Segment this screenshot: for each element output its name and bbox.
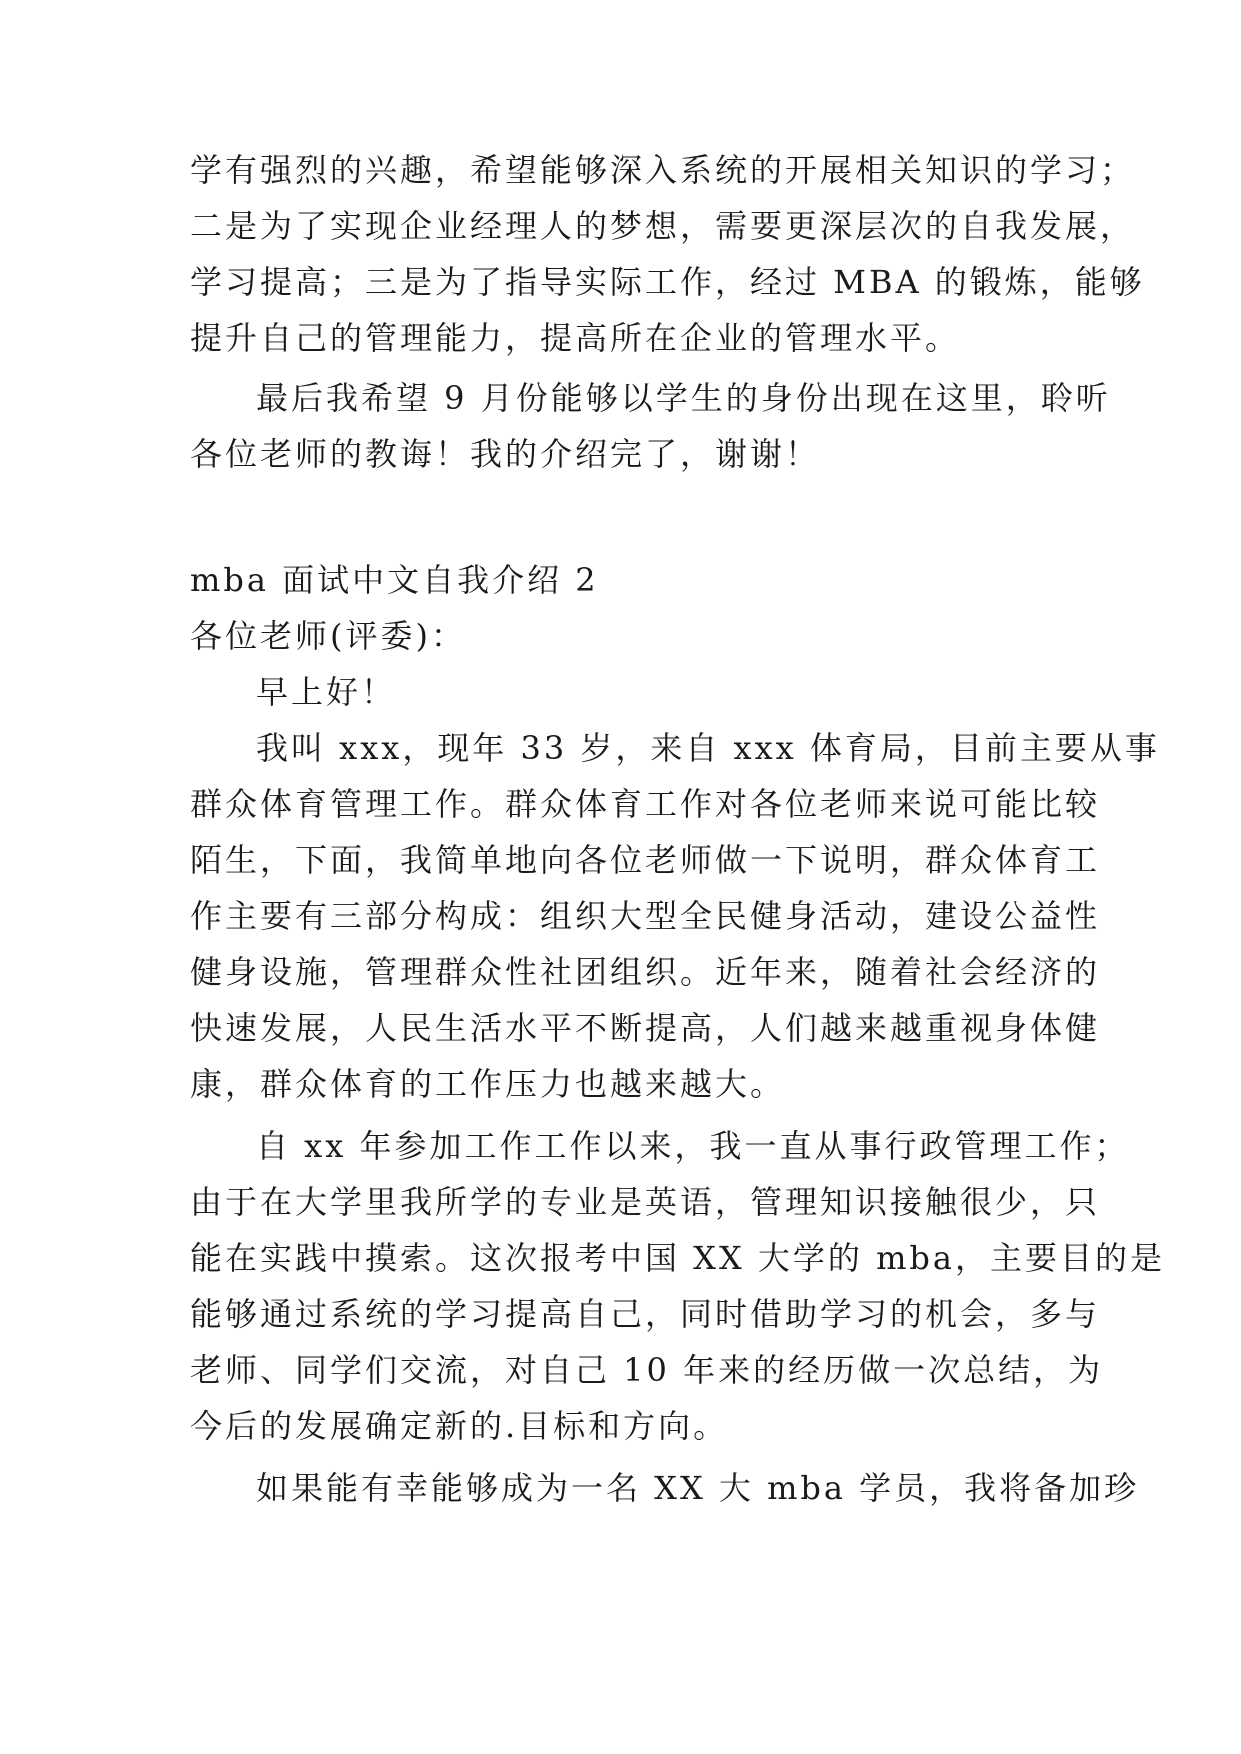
body-text-line: 康，群众体育的工作压力也越来越大。	[190, 1065, 786, 1103]
section-title: mba 面试中文自我介绍 2	[190, 561, 599, 599]
closing-text-line: 最后我希望 9 月份能够以学生的身份出现在这里，聆听	[256, 379, 1111, 417]
body-text-line: 群众体育管理工作。群众体育工作对各位老师来说可能比较	[190, 785, 1101, 823]
closing-text-line: 各位老师的教诲！我的介绍完了，谢谢！	[190, 435, 821, 473]
body-text-line: 如果能有幸能够成为一名 XX 大 mba 学员，我将备加珍	[256, 1469, 1140, 1507]
body-text-line: 老师、同学们交流，对自己 10 年来的经历做一次总结，为	[190, 1351, 1104, 1389]
body-text-line: 自 xx 年参加工作工作以来，我一直从事行政管理工作；	[256, 1127, 1130, 1165]
body-text-line: 学习提高；三是为了指导实际工作，经过 MBA 的锻炼，能够	[190, 263, 1145, 301]
body-text-line: 能够通过系统的学习提高自己，同时借助学习的机会，多与	[190, 1295, 1101, 1333]
body-text-line: 由于在大学里我所学的专业是英语，管理知识接触很少，只	[190, 1183, 1101, 1221]
body-text-line: 我叫 xxx，现年 33 岁，来自 xxx 体育局，目前主要从事	[256, 729, 1160, 767]
body-text-line: 陌生，下面，我简单地向各位老师做一下说明，群众体育工	[190, 841, 1101, 879]
body-text-line: 今后的发展确定新的.目标和方向。	[190, 1407, 729, 1445]
greeting: 早上好！	[256, 673, 397, 711]
body-text-line: 学有强烈的兴趣，希望能够深入系统的开展相关知识的学习；	[190, 151, 1136, 189]
body-text-line: 健身设施，管理群众性社团组织。近年来，随着社会经济的	[190, 953, 1101, 991]
body-text-line: 能在实践中摸索。这次报考中国 XX 大学的 mba，主要目的是	[190, 1239, 1165, 1277]
body-text-line: 二是为了实现企业经理人的梦想，需要更深层次的自我发展，	[190, 207, 1136, 245]
body-text-line: 提升自己的管理能力，提高所在企业的管理水平。	[190, 319, 961, 357]
body-text-line: 作主要有三部分构成：组织大型全民健身活动，建设公益性	[190, 897, 1101, 935]
body-text-line: 快速发展，人民生活水平不断提高，人们越来越重视身体健	[190, 1009, 1101, 1047]
salutation: 各位老师(评委)：	[190, 617, 466, 655]
